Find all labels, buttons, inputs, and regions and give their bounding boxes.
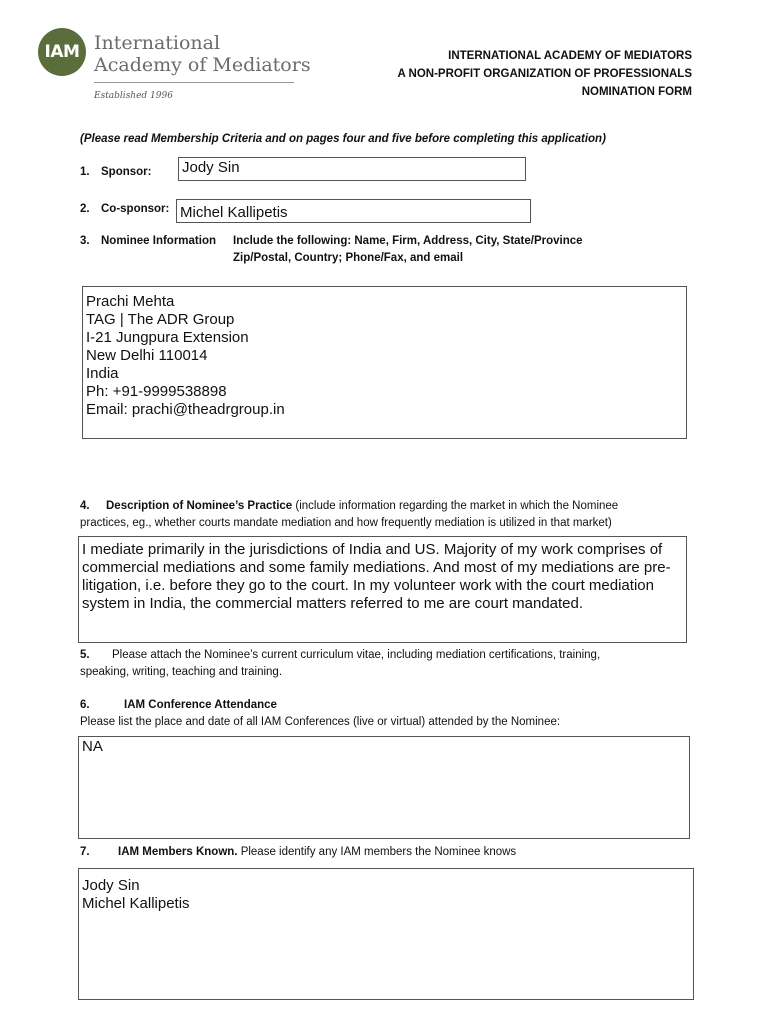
nominee-info-number: 3. [80, 235, 90, 247]
cv-line-2: speaking, writing, teaching and training. [80, 666, 283, 678]
logo-line-2: Academy of Mediators [94, 54, 311, 76]
nominee-info-instruction-line-2: Zip/Postal, Country; Phone/Fax, and email [233, 252, 464, 264]
sponsor-field[interactable]: Jody Sin [178, 157, 526, 181]
co-sponsor-field[interactable]: Michel Kallipetis [176, 199, 531, 223]
iam-logo-mark: IAM [38, 28, 86, 76]
sponsor-label: Sponsor: [101, 166, 152, 178]
nominee-info-instruction-line-1: Include the following: Name, Firm, Address, City, State/Province [233, 235, 583, 247]
co-sponsor-label: Co-sponsor: [101, 203, 170, 215]
logo-divider [94, 82, 294, 83]
sponsor-number: 1. [80, 166, 90, 178]
practice-desc-line-1: (include information regarding the market in which the Nominee [295, 500, 619, 512]
members-number: 7. [80, 846, 90, 858]
practice-number: 4. [80, 500, 90, 512]
logo-line-1: International [94, 32, 221, 54]
nominee-info-instructions [233, 233, 583, 267]
practice-description-prompt [80, 498, 720, 532]
cv-number: 5. [80, 649, 90, 661]
members-label: IAM Members Known. [118, 846, 238, 858]
co-sponsor-number: 2. [80, 203, 90, 215]
practice-label: Description of Nominee’s Practice [106, 500, 293, 512]
conference-label: IAM Conference Attendance [124, 699, 277, 711]
nominee-info-label: Nominee Information [101, 235, 217, 247]
cv-instruction [80, 647, 720, 681]
logo-established: Established 1996 [94, 91, 173, 101]
header-line-1: INTERNATIONAL ACADEMY OF MEDIATORS [448, 50, 692, 62]
logo-wordmark [94, 32, 311, 76]
header-line-2: A NON-PROFIT ORGANIZATION OF PROFESSIONALS [397, 68, 692, 80]
conference-number: 6. [80, 699, 90, 711]
conference-field[interactable]: NA [78, 736, 690, 839]
practice-description-field[interactable]: I mediate primarily in the jurisdictions of India and US. Majority of my work comprises of commercial mediations and some family mediations. And most of my mediations are pre-litigation, i.e. before they go to the court. In my volunteer work with the court mediation system in India, the commercial matters referred to me are court mandated. [78, 536, 687, 643]
form-header [397, 47, 692, 101]
members-known-field[interactable]: Jody Sin Michel Kallipetis [78, 868, 694, 1000]
conference-desc: Please list the place and date of all IAM Conferences (live or virtual) attended by the Nominee: [80, 716, 561, 728]
nominee-info-field[interactable]: Prachi Mehta TAG | The ADR Group I-21 Jungpura Extension New Delhi 110014 India Ph: +91-9999538898 Email: prachi@theadrgroup.in [82, 286, 687, 439]
instructions: (Please read Membership Criteria and on pages four and five before completing this application) [80, 133, 606, 145]
practice-desc-line-2: practices, eg., whether courts mandate mediation and how frequently mediation is utilized in that market) [80, 517, 612, 529]
header-line-3: NOMINATION FORM [581, 86, 692, 98]
members-desc: Please identify any IAM members the Nominee knows [240, 846, 517, 858]
members-known-prompt [80, 844, 720, 861]
cv-line-1: Please attach the Nominee’s current curriculum vitae, including mediation certifications, training, [112, 649, 601, 661]
